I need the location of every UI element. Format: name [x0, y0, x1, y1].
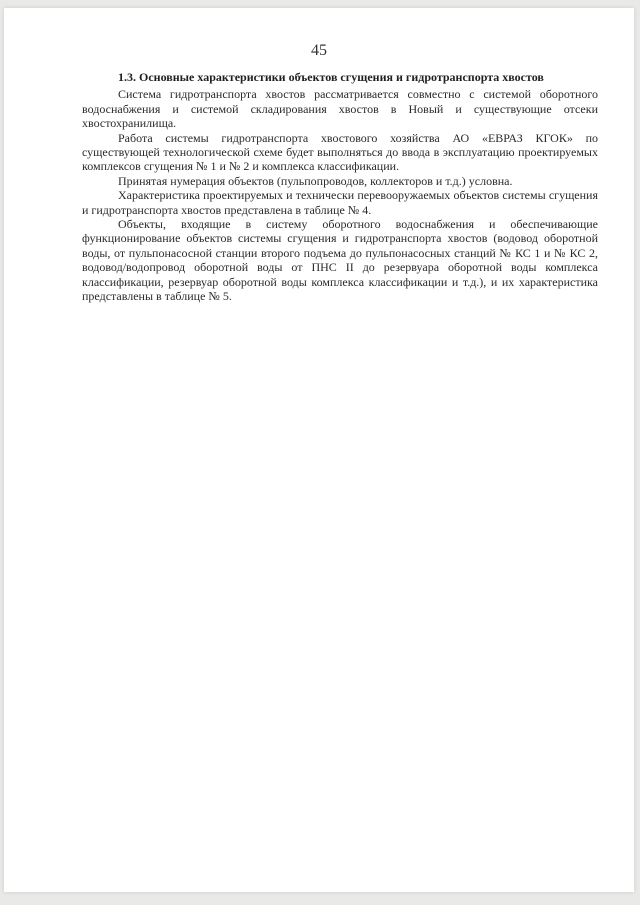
section-heading: 1.3. Основные характеристики объектов сгущения и гидротранспорта хвостов	[118, 70, 544, 84]
paragraph-4: Характеристика проектируемых и технически перевооружаемых объектов системы сгущения и гидротранспорта хвостов представлена в таблице № 4.	[82, 188, 598, 217]
paragraph-1: Система гидротранспорта хвостов рассматривается совместно с системой оборотного водоснабжения и системой складирования хвостов в Новый и существующие отсеки хвостохранилища.	[82, 87, 598, 131]
page-number: 45	[311, 42, 327, 59]
paragraph-2: Работа системы гидротранспорта хвостового хозяйства АО «ЕВРАЗ КГОК» по существующей технологической схеме будет выполняться до ввода в эксплуатацию проектируемых комплексов сгущения № 1 и № 2 и комплекса классификации.	[82, 130, 598, 174]
document-body	[82, 70, 598, 304]
document-page	[4, 8, 634, 892]
paragraph-3: Принятая нумерация объектов (пульпопроводов, коллекторов и т.д.) условна.	[118, 173, 513, 188]
paragraph-5: Объекты, входящие в систему оборотного водоснабжения и обеспечивающие функционирование объектов системы сгущения и гидротранспорта хвостов (водовод оборотной воды, от пульпонасосной станции второго подъема до пульпонасосных станций № КС 1 и № КС 2, водовод/водопровод оборотной воды от ПНС II до резервуара оборотной воды комплекса классификации, резервуар оборотной воды комплекса классификации и т.д.), и их характеристика представлены в таблице № 5.	[82, 217, 598, 304]
